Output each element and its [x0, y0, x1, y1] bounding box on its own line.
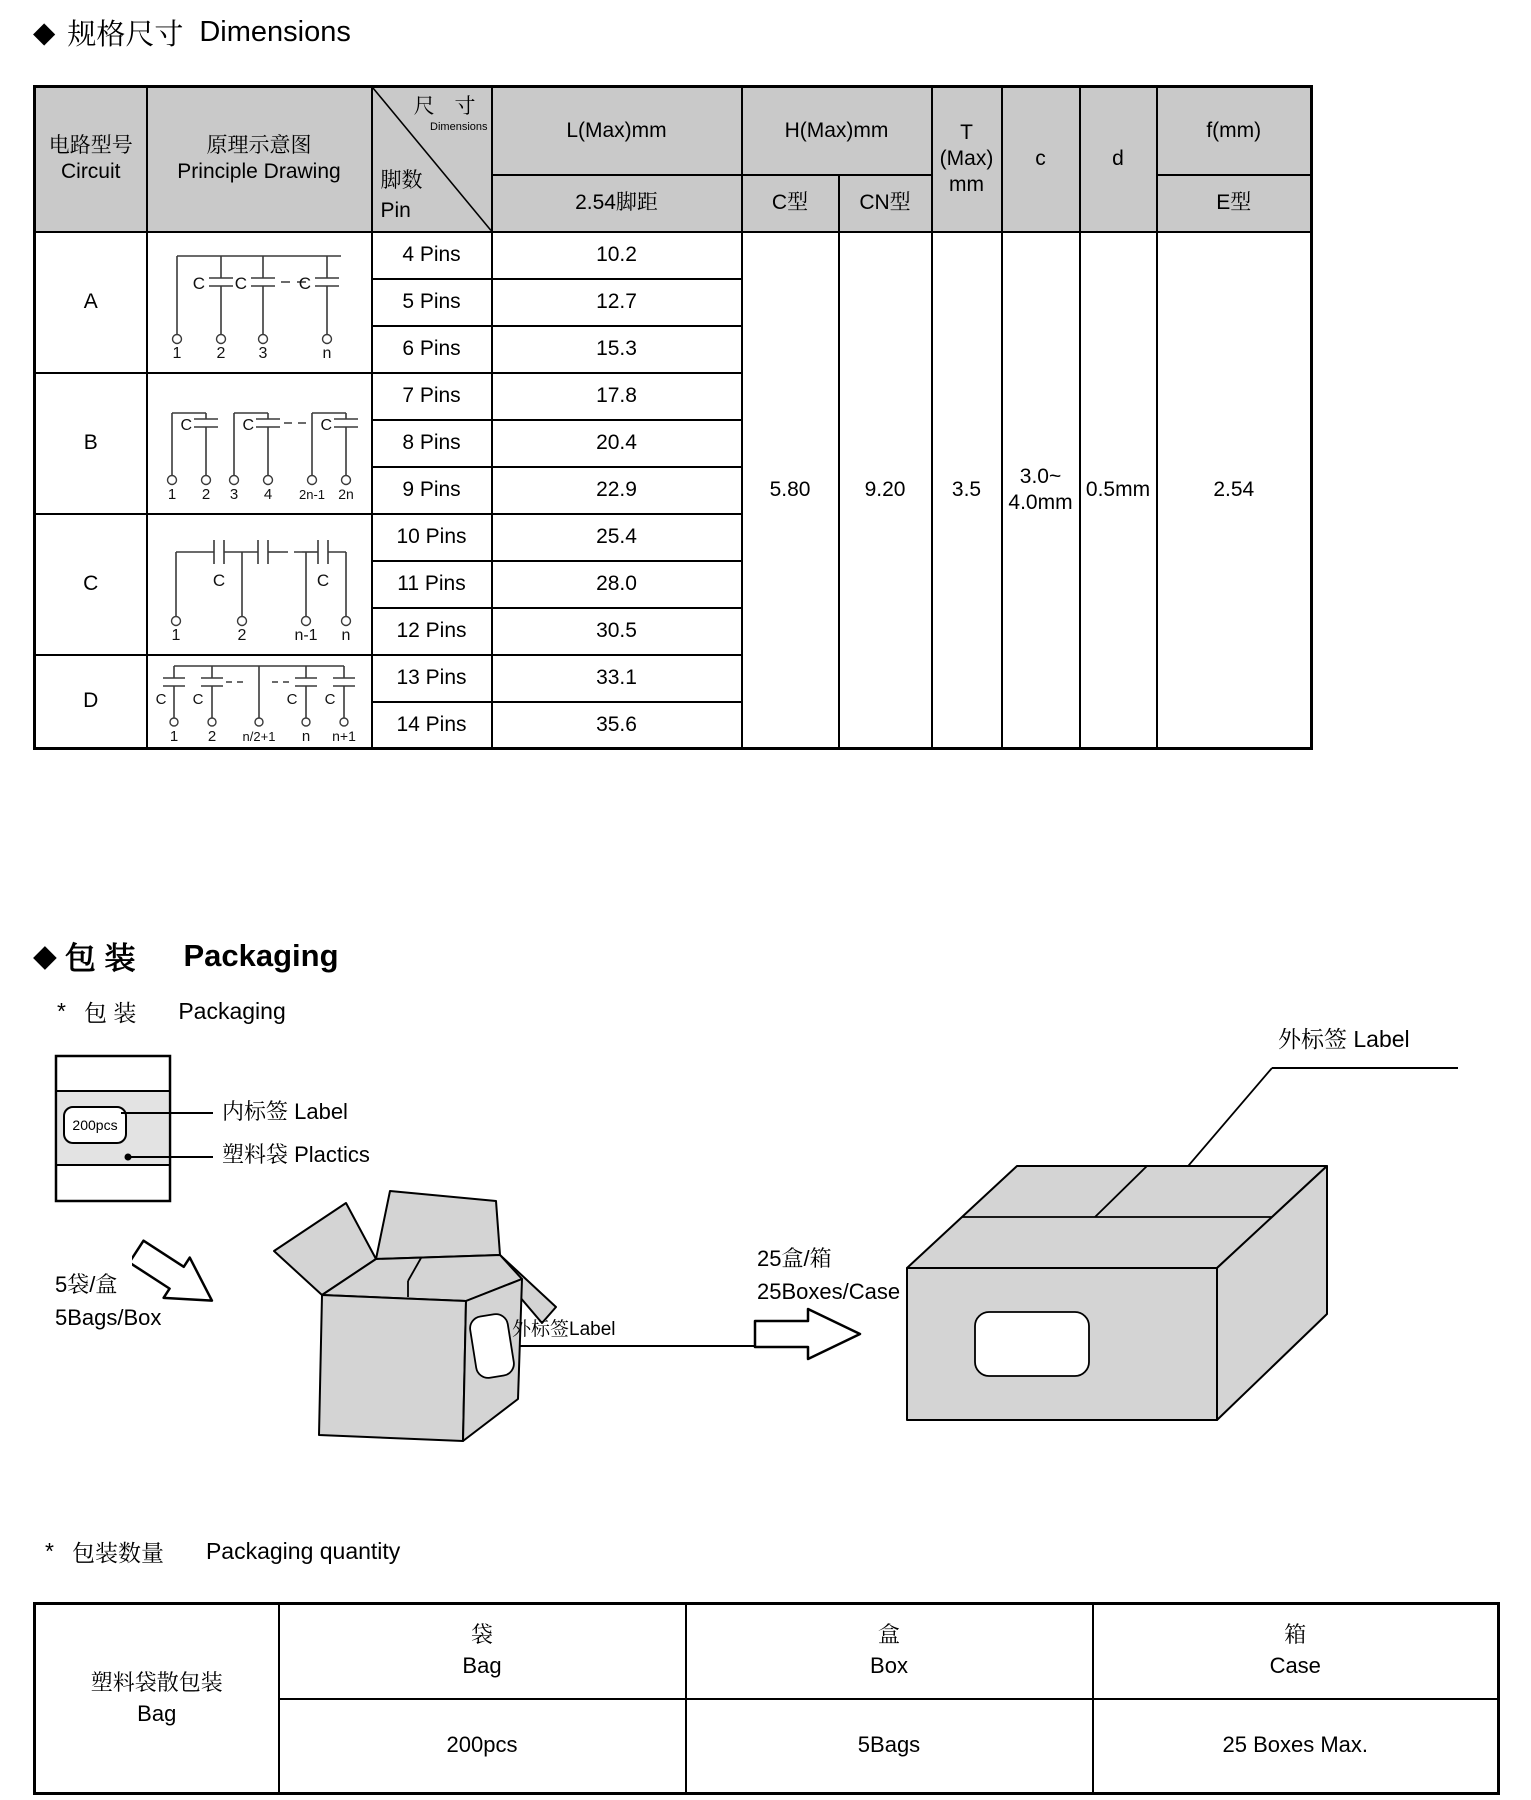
- boxes-per-case-zh: 25盒/箱: [757, 1246, 832, 1271]
- c-value-line2: 4.0mm: [1008, 490, 1073, 514]
- l-value-cell: 25.4: [492, 514, 742, 561]
- cap-label: C: [286, 691, 298, 709]
- header-pin-en: Pin: [380, 198, 411, 222]
- qty-row-header-zh: 塑料袋散包装: [90, 1669, 223, 1695]
- case-front-label-hole: [975, 1312, 1089, 1376]
- circuit-a-label: A: [35, 232, 147, 373]
- circuit-b-schematic: [154, 383, 364, 503]
- arrow-to-box-icon: [132, 1230, 252, 1330]
- circuit-d-label: D: [35, 655, 147, 749]
- c-value: [1002, 232, 1080, 749]
- pin-label: 2: [237, 627, 247, 644]
- l-value-cell: 10.2: [492, 232, 742, 279]
- qty-col-bag-zh: 袋: [470, 1622, 493, 1648]
- case-label-callout: 外标签 Label: [1278, 1026, 1410, 1052]
- cap-label: C: [324, 691, 336, 709]
- header-t-line3: mm: [949, 173, 984, 197]
- circuit-c-schematic: [154, 524, 364, 644]
- cap-label: C: [192, 274, 205, 293]
- boxes-per-case-en: 25Boxes/Case: [757, 1279, 901, 1304]
- h-cn-value: 9.20: [839, 232, 932, 749]
- qty-row-header: [35, 1604, 279, 1794]
- header-circuit-zh: 电路型号: [48, 134, 133, 157]
- header-d: d: [1080, 87, 1157, 232]
- header-f: f(mm): [1157, 87, 1312, 175]
- header-diagonal-cell: [372, 87, 492, 232]
- pins-cell: 4 Pins: [372, 232, 492, 279]
- dimensions-table: [33, 85, 1313, 750]
- header-h-max: H(Max)mm: [742, 87, 932, 175]
- pin-label: 1: [167, 486, 177, 503]
- header-t-line1: T: [960, 120, 973, 144]
- pin-label: n/2+1: [242, 729, 276, 745]
- qty-bag-value: 200pcs: [279, 1699, 686, 1794]
- table-row: [35, 1604, 1499, 1699]
- packaging-quantity-table: [33, 1602, 1500, 1795]
- packaging-title-en: Packaging: [183, 937, 339, 973]
- pin-label: 2: [201, 486, 211, 503]
- cap-label: C: [316, 571, 330, 590]
- qty-col-box-en: Box: [870, 1653, 908, 1679]
- packaging-sub-zh: 包 装: [83, 1000, 137, 1026]
- cap-label: C: [298, 274, 311, 293]
- pins-cell: 6 Pins: [372, 326, 492, 373]
- packaging-quantity-en: Packaging quantity: [205, 1538, 401, 1564]
- pin-label: 4: [263, 486, 273, 503]
- pins-cell: 11 Pins: [372, 561, 492, 608]
- packaging-sub-en: Packaging: [178, 998, 286, 1024]
- pins-cell: 13 Pins: [372, 655, 492, 702]
- cap-label: C: [192, 691, 204, 709]
- l-value-cell: 28.0: [492, 561, 742, 608]
- header-t-line2: (Max): [939, 147, 994, 171]
- cap-label: C: [320, 417, 332, 434]
- circuit-b-drawing-cell: [147, 373, 372, 514]
- pin-label: 3: [229, 486, 239, 503]
- qty-case-value: 25 Boxes Max.: [1093, 1699, 1499, 1794]
- l-value-cell: 20.4: [492, 420, 742, 467]
- asterisk-icon: *: [45, 1538, 54, 1564]
- qty-box-value: 5Bags: [686, 1699, 1093, 1794]
- header-circuit-en: Circuit: [60, 160, 121, 184]
- pin-label: 1: [169, 728, 179, 746]
- pins-cell: 7 Pins: [372, 373, 492, 420]
- bag-inner-label: 200pcs: [72, 1117, 118, 1133]
- header-principle-drawing: [147, 87, 372, 232]
- boxes-per-case-text: [757, 1242, 900, 1308]
- pin-label: n: [341, 627, 351, 644]
- dimensions-title-en: Dimensions: [199, 16, 351, 48]
- arrow-to-case-icon: [752, 1306, 867, 1362]
- header-c: c: [1002, 87, 1080, 232]
- l-value-cell: 15.3: [492, 326, 742, 373]
- asterisk-icon: *: [57, 998, 66, 1024]
- plastic-bag-diagram: [51, 1051, 176, 1206]
- case-diagram: [895, 1148, 1340, 1433]
- header-circuit: [35, 87, 147, 232]
- header-drawing-en: Principle Drawing: [177, 160, 341, 184]
- circuit-c-drawing-cell: [147, 514, 372, 655]
- cap-label: C: [155, 691, 167, 709]
- packaging-section-title: [33, 933, 339, 978]
- pin-label: n+1: [332, 728, 356, 745]
- packaging-subtitle: [57, 995, 286, 1028]
- cap-label: C: [212, 571, 226, 590]
- pin-label: n: [301, 728, 311, 746]
- table-row: [35, 232, 1312, 279]
- f-value: 2.54: [1157, 232, 1312, 749]
- circuit-a-schematic: [159, 242, 359, 362]
- diamond-icon: ◆: [33, 17, 56, 49]
- header-pitch: 2.54脚距: [492, 175, 742, 232]
- packaging-quantity-title: [45, 1535, 400, 1568]
- qty-col-bag-en: Bag: [462, 1653, 502, 1679]
- pins-cell: 5 Pins: [372, 279, 492, 326]
- circuit-d-schematic: [154, 656, 364, 746]
- l-value-cell: 33.1: [492, 655, 742, 702]
- dimensions-title-zh: 规格尺寸: [67, 19, 184, 51]
- header-l-max: L(Max)mm: [492, 87, 742, 175]
- packaging-quantity-zh: 包装数量: [71, 1540, 164, 1566]
- qty-col-case-en: Case: [1269, 1653, 1321, 1679]
- pin-label: n: [322, 345, 332, 362]
- qty-col-box-zh: 盒: [877, 1622, 900, 1648]
- packaging-title-zh: 包 装: [64, 941, 136, 976]
- cap-label: C: [242, 417, 254, 434]
- pin-label: 2: [216, 345, 226, 362]
- box-label-callout: 外标签Label: [512, 1319, 616, 1340]
- circuit-a-drawing-cell: [147, 232, 372, 373]
- header-dimensions-zh: 尺 寸: [413, 95, 483, 118]
- header-dimensions-en: Dimensions: [430, 121, 488, 133]
- qty-col-case: [1093, 1604, 1499, 1699]
- pins-cell: 12 Pins: [372, 608, 492, 655]
- circuit-c-label: C: [35, 514, 147, 655]
- cap-label: C: [180, 417, 192, 434]
- pins-cell: 8 Pins: [372, 420, 492, 467]
- plastic-bag-callout: 塑料袋 Plactics: [222, 1142, 370, 1167]
- pins-cell: 14 Pins: [372, 702, 492, 749]
- h-c-value: 5.80: [742, 232, 839, 749]
- inner-label-callout: 内标签 Label: [222, 1099, 348, 1124]
- qty-col-bag: [279, 1604, 686, 1699]
- d-value: 0.5mm: [1080, 232, 1157, 749]
- pin-label: 3: [258, 345, 268, 362]
- l-value-cell: 22.9: [492, 467, 742, 514]
- pin-label: 2n-1: [298, 487, 326, 502]
- cap-label: C: [234, 274, 247, 293]
- l-value-cell: 17.8: [492, 373, 742, 420]
- header-drawing-zh: 原理示意图: [206, 134, 312, 157]
- header-c-type: C型: [742, 175, 839, 232]
- qty-col-case-zh: 箱: [1284, 1622, 1307, 1648]
- pin-label: 1: [171, 627, 181, 644]
- circuit-d-drawing-cell: [147, 655, 372, 749]
- bags-per-box-en: 5Bags/Box: [55, 1305, 162, 1330]
- qty-row-header-en: Bag: [137, 1700, 177, 1726]
- pin-label: 2: [207, 728, 217, 746]
- diamond-icon: ◆: [33, 937, 57, 973]
- dimensions-section-title: [33, 12, 351, 53]
- pins-cell: 9 Pins: [372, 467, 492, 514]
- qty-col-box: [686, 1604, 1093, 1699]
- l-value-cell: 30.5: [492, 608, 742, 655]
- pin-label: 2n: [338, 486, 354, 502]
- pins-cell: 10 Pins: [372, 514, 492, 561]
- l-value-cell: 12.7: [492, 279, 742, 326]
- bags-per-box-zh: 5袋/盒: [55, 1272, 118, 1297]
- pin-label: n-1: [294, 627, 318, 644]
- header-cn-type: CN型: [839, 175, 932, 232]
- circuit-b-label: B: [35, 373, 147, 514]
- pin-label: 1: [172, 345, 182, 362]
- t-value: 3.5: [932, 232, 1002, 749]
- header-t-max: [932, 87, 1002, 232]
- l-value-cell: 35.6: [492, 702, 742, 749]
- c-value-line1: 3.0~: [1019, 464, 1062, 488]
- header-e-type: E型: [1157, 175, 1312, 232]
- header-pin-zh: 脚数: [380, 168, 423, 192]
